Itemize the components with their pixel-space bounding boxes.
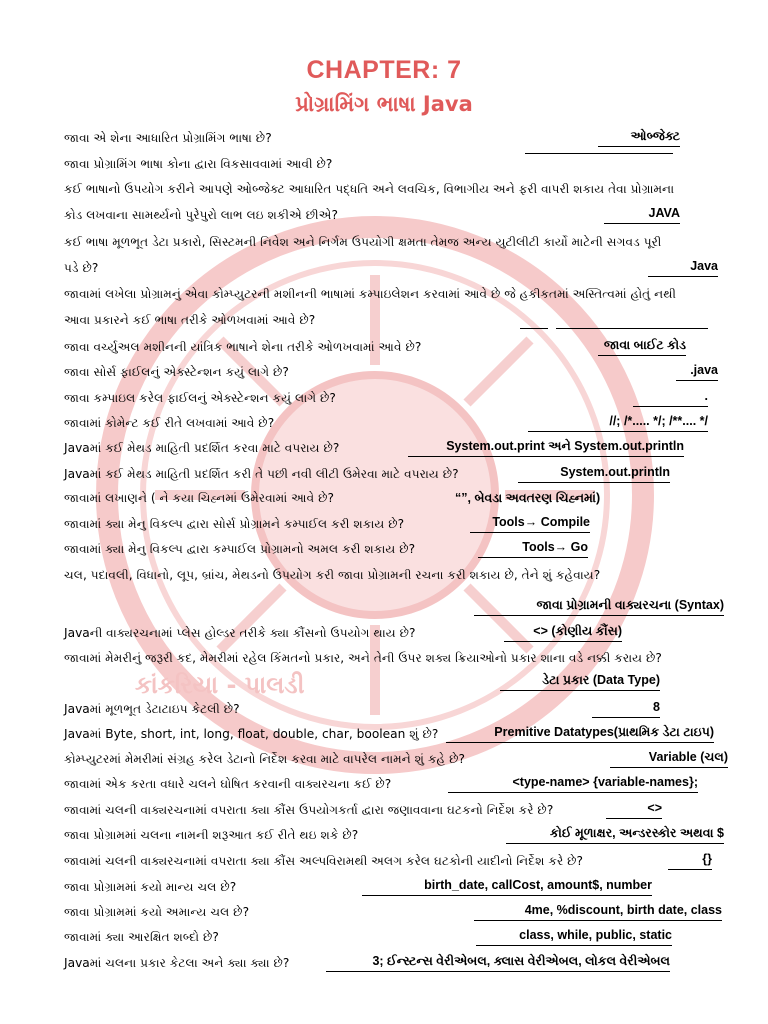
- question-line: [64, 309, 728, 331]
- question-text: જાવામાં કોમેન્ટ કઈ રીતે લખવામાં આવે છે?: [64, 416, 275, 430]
- question-text: જાવામાં ક્યા આરક્ષિત શબ્દો છે?: [64, 930, 219, 944]
- question-text: જાવામાં લખાણને ( ને કયા ચિહ્નમાં ઉમેરવામાં આવે છે?: [64, 491, 334, 505]
- question-text: જાવા એ શેના આધારિત પ્રોગ્રામિંગ ભાષા છે?: [64, 131, 272, 145]
- question-text: જાવા કમ્પાઇલ કરેલ ફાઈલનું એક્સ્ટેન્શન કયું લાગે છે?: [64, 391, 336, 405]
- answer-text: birth_date, callCost, amount$, number: [362, 876, 652, 896]
- question-text: જાવામાં ચલની વાક્યરચનામાં વપરાતા ક્યા કૌંસ ઉપયોગકર્તા દ્વારા જણાવવાના ઘટકનો નિર્દેશ કરે છે?: [64, 803, 554, 817]
- answer-text: <type-name> {variable-names};: [448, 773, 698, 793]
- question-line: [64, 127, 728, 149]
- question-line: [64, 231, 728, 253]
- question-text: જાવામાં ક્યા મેનુ વિકલ્પ દ્વારા સોર્સ પ્રોગ્રામને કમ્પાઈલ કરી શકાય છે?: [64, 517, 405, 531]
- question-text: જાવામાં મેમરીનું જરૂરી કદ, મેમરીમાં રહેલ કિંમતનો પ્રકાર, અને તેની ઉપર શક્ય ક્રિયાઓનો પ્રકાર શાના વડે નક્કી કરાય છે?: [64, 651, 662, 665]
- answer-text: Tools→ Go: [478, 538, 588, 558]
- question-text: જાવામાં ચલની વાક્યરચનામાં વપરાતા ક્યા કૌંસ અલ્પવિરામથી અલગ કરેલ ઘટકોની યાદીનો નિર્દેશ કરે છે?: [64, 854, 584, 868]
- answer-text: System.out.print અને System.out.println: [408, 437, 684, 457]
- question-line: [64, 773, 728, 795]
- answer-text: JAVA: [604, 204, 680, 224]
- answer-text: Variable (ચલ): [610, 748, 728, 768]
- question-line: [64, 178, 728, 200]
- question-line: [64, 799, 728, 821]
- question-line: [64, 412, 728, 434]
- question-line: [64, 387, 728, 409]
- answer-text: <>: [606, 799, 662, 819]
- question-line: [64, 824, 728, 846]
- answer-text: જાવા પ્રોગ્રામની વાક્યરચના (Syntax): [474, 596, 724, 616]
- question-line: [64, 901, 728, 923]
- question-line: [64, 361, 728, 383]
- question-text: Javaમાં Byte, short, int, long, float, double, char, boolean શું છે?: [64, 727, 439, 741]
- answer-text: ડેટા પ્રકાર (Data Type): [500, 671, 660, 691]
- question-text: જાવામાં ક્યા મેનુ વિકલ્પ દ્વારા કમ્પાઈલ પ્રોગ્રામનો અમલ કરી શકાય છે?: [64, 542, 416, 556]
- question-line: [64, 336, 728, 358]
- answer-text: જાવા બાઈટ કોડ: [598, 336, 686, 356]
- question-text: ચલ, પદાવલી, વિધાનો, લૂપ, બ્રાંચ, મેથડનો ઉપયોગ કરી જાવા પ્રોગ્રામની રચના કરી શકાય છે, તેને શું કહેવાય?: [64, 568, 601, 582]
- question-text: જાવામાં એક કરતા વધારે ચલને ઘોષિત કરવાની વાક્યરચના કઈ છે?: [64, 777, 392, 791]
- question-line: [64, 952, 728, 974]
- question-text: જાવા પ્રોગ્રામમાં ચલના નામની શરૂઆત કઈ રીતે થઇ શકે છે?: [64, 828, 359, 842]
- question-line: [64, 283, 728, 305]
- question-line: [64, 538, 728, 560]
- question-text: પડે છે?: [64, 261, 99, 275]
- question-text: કઈ ભાષા મૂળભૂત ડેટા પ્રકારો, સિસ્ટમની નિવેશ અને નિર્ગમ ઉપયોગી ક્ષમતા તેમજ અન્ય યુટીલીટી કાર્યો માટેની સગવડ પૂરી: [64, 235, 662, 249]
- question-line: [64, 698, 728, 720]
- question-line: [64, 257, 728, 279]
- answer-blank: [556, 309, 708, 329]
- answer-blank: [520, 309, 548, 329]
- question-line: [64, 647, 728, 669]
- question-line: [64, 926, 728, 948]
- question-text: જાવા પ્રોગ્રામિંગ ભાષા કોના દ્વારા વિકસાવવામાં આવી છે?: [64, 157, 333, 171]
- question-text: જાવા વર્ચ્યુઅલ મશીનની યાંત્રિક ભાષાને શેના તરીકે ઓળખવામાં આવે છે?: [64, 340, 422, 354]
- answer-text: class, while, public, static: [476, 926, 672, 946]
- answer-text: Tools→ Compile: [470, 513, 590, 533]
- question-line: [64, 723, 728, 745]
- question-line: [64, 437, 728, 459]
- question-text: Javaમાં કઈ મેથડ માહિતી પ્રદર્શિત કરવા માટે વપરાય છે?: [64, 441, 340, 455]
- question-line: [64, 671, 728, 693]
- answer-text: ઓબ્જેક્ટ: [598, 127, 680, 147]
- answer-text: .java: [676, 361, 718, 381]
- question-text: કોમ્પ્યુટરમાં મેમરીમાં સંગ્રહ કરેલ ડેટાનો નિર્દેશ કરવા માટે વાપરેલ નામને શું કહે છે?: [64, 752, 465, 766]
- answer-text: 8: [592, 698, 660, 718]
- question-text: Javaની વાક્યરચનામાં પ્લેસ હોલ્ડર તરીકે ક્યા કૌંસનો ઉપયોગ થાય છે?: [64, 626, 416, 640]
- answer-text: 4me, %discount, birth date, class: [474, 901, 722, 921]
- answer-text: .: [633, 387, 708, 407]
- question-text: Javaમાં કઈ મેથડ માહિતી પ્રદર્શિત કરી તે પછી નવી લીટી ઉમેરવા માટે વપરાય છે?: [64, 467, 459, 481]
- answer-text: {}: [668, 850, 712, 870]
- answer-text: 3; ઈન્સ્ટન્સ વેરીએબલ, ક્લાસ વેરીએબલ, લોકલ વેરીએબલ: [326, 952, 670, 972]
- watermark-text: કાંકરિયા - પાલડી: [135, 671, 305, 699]
- question-text: Javaમાં મૂળભૂત ડેટાટાઇપ કેટલી છે?: [64, 702, 240, 716]
- answer-blank: [525, 153, 673, 154]
- question-text: જાવા પ્રોગ્રામમાં કયો માન્ય ચલ છે?: [64, 880, 237, 894]
- question-line: [64, 876, 728, 898]
- answer-text: કોઈ મૂળાક્ષર, અન્ડરસ્કોર અથવા $: [506, 824, 724, 844]
- question-text: Javaમાં ચલના પ્રકાર કેટલા અને ક્યા ક્યા છે?: [64, 956, 290, 970]
- answer-text: <> (કોણીય કૌંસ): [504, 622, 622, 642]
- chapter-heading: CHAPTER: 7: [306, 56, 462, 84]
- answer-text: Premitive Datatypes(પ્રાથમિક ડેટા ટાઇપ): [446, 723, 714, 743]
- question-text: કોડ લખવાના સામર્થ્યનો પુરેપુરો લાભ લઇ શકીએ છીએ?: [64, 208, 338, 222]
- question-line: [64, 564, 728, 586]
- question-text: આવા પ્રકારને કઈ ભાષા તરીકે ઓળખવામાં આવે છે?: [64, 313, 316, 327]
- answer-text: “”, બેવડા અવતરણ ચિહ્નમાં): [455, 491, 601, 505]
- question-text: જાવા સોર્સ ફાઈલનું એક્સ્ટેન્શન કયું લાગે છે?: [64, 365, 289, 379]
- answer-text: Java: [648, 257, 718, 277]
- question-line: [64, 487, 728, 509]
- question-line: [64, 850, 728, 872]
- question-text: જાવામાં લખેલા પ્રોગ્રામનું એવા કોમ્પ્યુટરની મશીનની ભાષામાં કમ્પાઇલેશન કરવામાં આવે છે જે હકીકતમાં અસ્તિત્વમાં હોતું નથી: [64, 287, 677, 301]
- chapter-subtitle: પ્રોગ્રામિંગ ભાષા Java: [295, 92, 473, 116]
- question-text: કઈ ભાષાનો ઉપયોગ કરીને આપણે ઓબ્જેક્ટ આધારિત પદ્ધતિ અને લવચિક, વિભાગીય અને ફરી વાપરી શકાય તેવા પ્રોગ્રામના: [64, 182, 675, 196]
- answer-text: //; /*..... */; /**.... */: [528, 412, 708, 432]
- question-line: [64, 596, 728, 618]
- answer-text: System.out.println: [518, 463, 670, 483]
- question-line: [64, 204, 728, 226]
- question-line: [64, 463, 728, 485]
- question-text: જાવા પ્રોગ્રામમાં કયો અમાન્ય ચલ છે?: [64, 905, 250, 919]
- question-line: [64, 153, 728, 175]
- question-line: [64, 622, 728, 644]
- question-line: [64, 513, 728, 535]
- question-line: [64, 748, 728, 770]
